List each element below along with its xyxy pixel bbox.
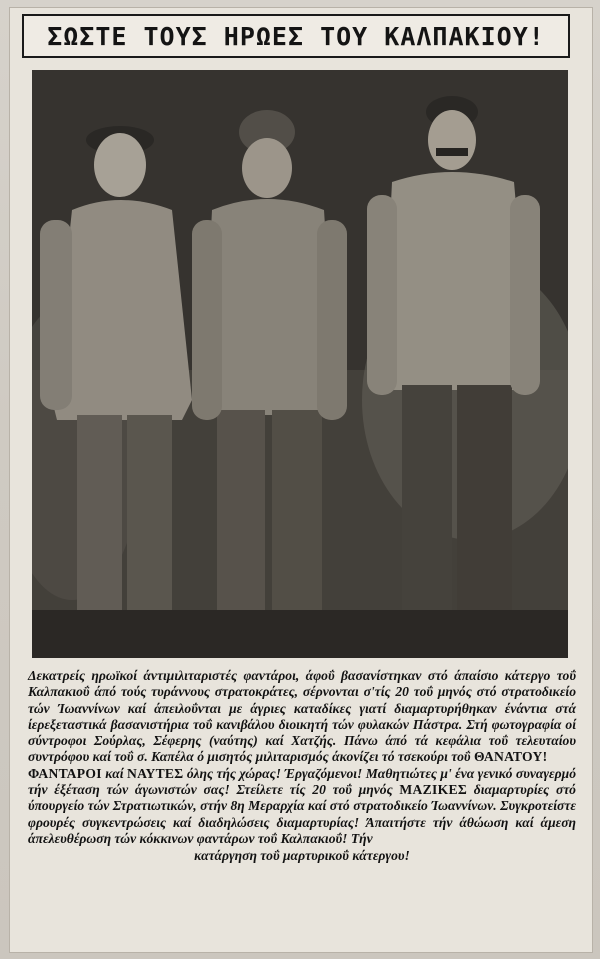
caption-emphasis-naftes: ΝΑΥΤΕΣ xyxy=(126,765,184,781)
headline: ΣΩΣΤΕ ΤΟΥΣ ΗΡΩΕΣ ΤΟΥ ΚΑΛΠΑΚΙΟΥ! xyxy=(22,14,570,58)
caption-kai: καί xyxy=(105,765,124,781)
caption-paragraph-2 xyxy=(28,766,576,847)
caption-emphasis-fantaroi: ΦΑΝΤΑΡΟΙ xyxy=(28,765,102,781)
caption-paragraph-1 xyxy=(28,668,576,766)
caption-emphasis-mazikes: ΜΑΖΙΚΕΣ xyxy=(399,782,468,798)
caption-last-line: κατάργηση τοΰ μαρτυρικοΰ κάτεργου! xyxy=(194,848,410,864)
caption-body-2a: όλης τής χώρας! Έργαζόμενοι! Μαθητιώτες μ' ένα γενικό συναγερμό τήν έξέταση τών άγωνιστών σας! Στείλετε τίς 20 τοΰ μηνός xyxy=(28,765,576,798)
caption-body-2b: διαμαρτυρίες στό ύπουργείο τών Στρατιωτικών, στήν 8η Μεραρχία καί στό στρατοδικείο Ίωαννίνων. Συγκροτείστε φρουρές συγκεντρώσεις καί διαδηλώσεις διαμαρτυρίας! Άπαιτήστε τήν άθώωση καί άμεση άπελευθέρωση τών κόκκινων φαντάρων τοΰ Καλπακιοΰ! Τήν xyxy=(28,782,576,846)
caption-text xyxy=(28,668,576,865)
caption-body-1: Δεκατρείς ηρωϊκοί άντιμιλιταριστές φαντάροι, άφοΰ βασανίστηκαν στό άπαίσιο κάτεργο τοΰ Καλπακιοΰ άπό τούς τυράννους στρατοκράτες, σέρνονται σ'τίς 20 τοΰ μηνός στό στρατοδικείο τών Ίωαννίνων καί άπειλοΰνται με άγριες καταδίκες γιατί διαμαρτυρήθηκαν ένάντια στά ίερεξεταστικά βασανιστήρια τοΰ κανιβάλου διοικητή τών φυλακών Πάστρα. Στή φωτογραφία οί σύντροφοι Σούρλας, Σέφερης (ναύτης) καί Χατζής. Πάνω άπό τά κεφάλια τοΰ τελευταίου συντρόφου καί τοΰ σ. Καπέλα ό μισητός μιλιταρισμός άκονίζει τό τσεκούρι τοΰ xyxy=(28,668,576,765)
photo-illustration xyxy=(32,70,568,658)
photograph-three-soldiers xyxy=(32,70,568,658)
caption-emphasis-thanatou: ΘΑΝΑΤΟΥ! xyxy=(473,749,548,765)
